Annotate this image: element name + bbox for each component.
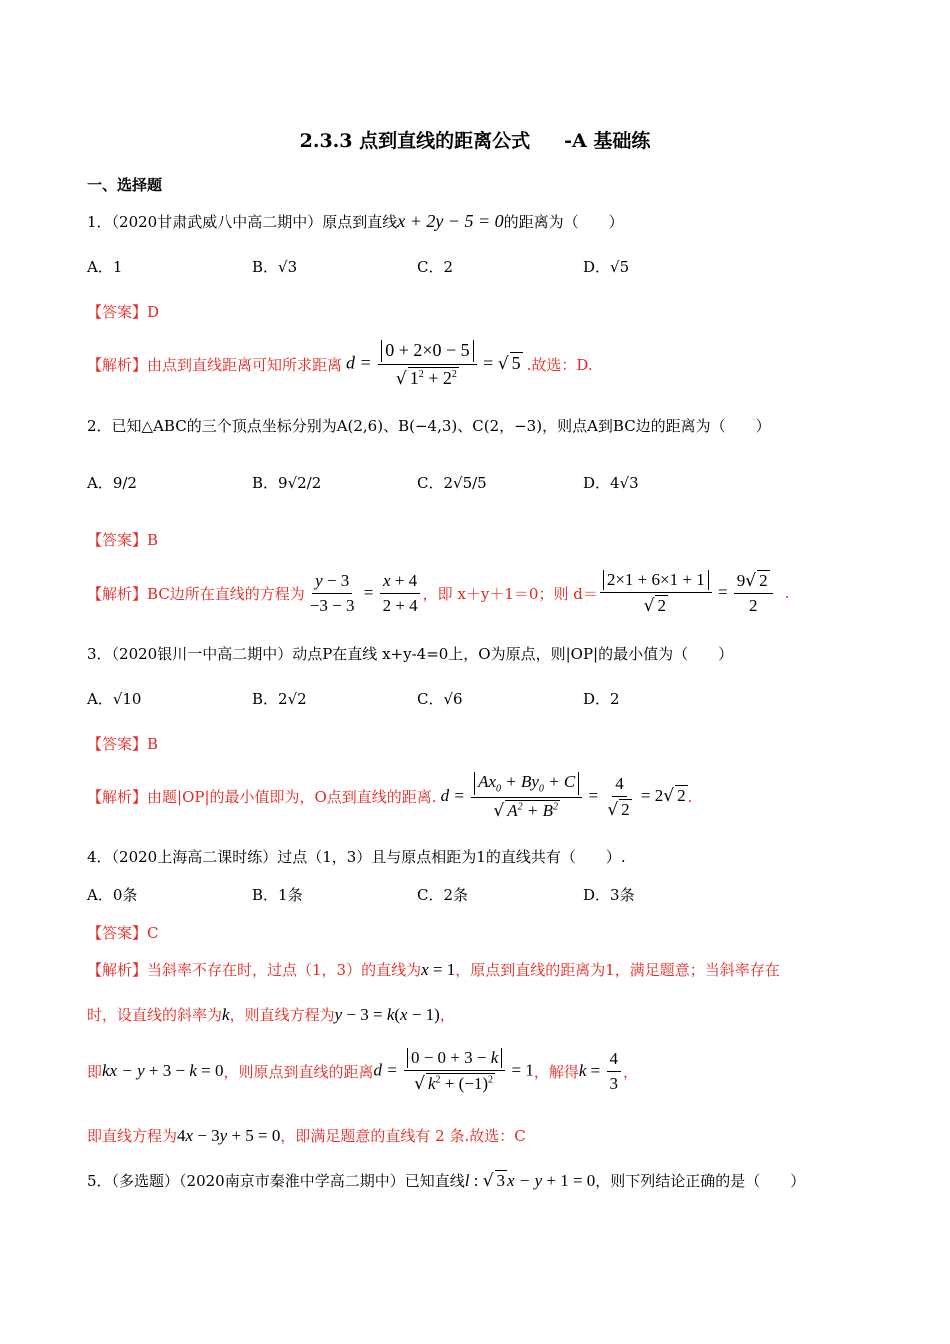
- q2-option-d: D．4√3: [583, 474, 639, 492]
- q4-answer-value: C: [147, 924, 159, 942]
- q3-analysis: 【解析】 由题|OP|的最小值即为，O点到直线的距离. d = $\frac{Ax_0 + By_0 + C}{√ A^2 + B^2}$ = $\frac{4}{√ 2}$ = 2√ 2 .: [87, 772, 693, 822]
- q2-analysis-mid: ，即 x＋y＋1＝0；则 d＝: [422, 584, 598, 603]
- q1-answer-value: D: [147, 303, 160, 321]
- q3-option-c: C．√6: [417, 690, 463, 708]
- q1-option-b: B．√3: [252, 258, 298, 276]
- q1-option-a: A．1: [87, 258, 123, 276]
- question-3: 3．（2020银川一中高二期中）动点P在直线 x+y-4=0上，O为原点，则|OP|的最小值为（ ）: [87, 645, 734, 663]
- q4-option-a: A．0条: [87, 886, 138, 904]
- q4-option-d: D．3条: [583, 886, 635, 904]
- page-title: [0, 126, 950, 153]
- q3-formula: d = $\frac{Ax_0 + By_0 + C}{√ A^2 + B^2}$ = $\frac{4}{√ 2}$ = 2√ 2: [440, 772, 686, 822]
- q2-answer-value: B: [147, 531, 159, 549]
- q1-analysis: [87, 340, 593, 389]
- q2-option-a: A．9/2: [87, 474, 137, 492]
- q1-formula: d = $\frac{0 + 2\times 0 - 5}{√ 1^2 + 2^2}$ = √ 5: [346, 340, 521, 389]
- question-1-suffix: 的距离为（ ）: [503, 213, 624, 231]
- question-2: 2．已知△ABC的三个顶点坐标分别为A(2,6)、B(−4,3)、C(2，−3)，则点A到BC边的距离为（ ）: [87, 417, 771, 435]
- q1-option-d: D．√5: [583, 258, 630, 276]
- question-1-prefix: 1．（2020甘肃武威八中高二期中）原点到直线: [87, 213, 398, 231]
- q3-option-b: B．2√2: [252, 690, 307, 708]
- q2-line-fraction: $\frac{y - 3}{-3 - 3}$ = $\frac{x + 4}{2 + 4}$: [305, 571, 423, 617]
- q3-answer: 【答案】B: [87, 735, 159, 753]
- q2-analysis-end: .: [784, 584, 790, 603]
- q4-analysis-line-1: 【解析】当斜率不存在时，过点（1，3）的直线为x = 1，原点到直线的距离为1，满足题意；当斜率存在: [87, 960, 780, 979]
- q2-option-c: C．2√5/5: [417, 474, 487, 492]
- answer-tag: 【答案】: [87, 303, 148, 321]
- q3-analysis-text: 由题|OP|的最小值即为，O点到直线的距离.: [147, 788, 437, 807]
- q4-analysis-line-2: 时，设直线的斜率为k，则直线方程为y − 3 = k(x − 1)，: [87, 1005, 455, 1024]
- q1-answer: [87, 301, 159, 322]
- q4-option-b: B．1条: [252, 886, 303, 904]
- q2-answer: 【答案】B: [87, 531, 159, 549]
- question-4: 4．（2020上海高二课时练）过点（1，3）且与原点相距为1的直线共有（ ）.: [87, 848, 626, 866]
- question-1-line-equation: x + 2y − 5 = 0: [397, 211, 504, 231]
- q3-analysis-end: .: [687, 787, 693, 806]
- title-suffix: -A 基础练: [564, 130, 651, 152]
- question-5: 5．（多选题）（2020南京市秦淮中学高二期中）已知直线l : √ 3 x − y + 1 = 0，则下列结论正确的是（ ）: [87, 1171, 806, 1191]
- q4-analysis-line-3: 即 kx − y + 3 − k = 0 ，则原点到直线的距离 d = $\frac{0 - 0 + 3 - k}{√ k^2 + (-1)^2}$ = 1 ，解得 k = $\frac{4}{3}$ ，: [87, 1048, 639, 1095]
- q4-answer: 【答案】C: [87, 924, 159, 942]
- q3-answer-value: B: [147, 735, 159, 753]
- q3-option-a: A．√10: [87, 690, 142, 708]
- section-heading: 一、选择题: [87, 176, 163, 194]
- q1-analysis-end: .故选：D.: [526, 356, 593, 375]
- q2-analysis: 【解析】 BC边所在直线的方程为 $\frac{y - 3}{-3 - 3}$ = $\frac{x + 4}{2 + 4}$ ，即 x＋y＋1＝0；则 d＝ $\frac{2\times 1 + 6\times 1 + 1}{√ 2}$ = $\frac{9√ 2}{2}$ .: [87, 570, 790, 617]
- q4-option-c: C．2条: [417, 886, 469, 904]
- q1-option-c: C．2: [417, 258, 454, 276]
- q2-analysis-text: BC边所在直线的方程为: [147, 584, 305, 603]
- analysis-tag: 【解析】: [87, 356, 148, 375]
- question-1: [87, 211, 624, 232]
- title-main: 2.3.3 点到直线的距离公式: [299, 130, 531, 152]
- q2-distance-fraction: $\frac{2\times 1 + 6\times 1 + 1}{√ 2}$ = $\frac{9√ 2}{2}$: [598, 570, 775, 617]
- q4-analysis-line-4: 即直线方程为4x − 3y + 5 = 0，即满足题意的直线有 2 条.故选：C: [87, 1126, 526, 1145]
- q2-option-b: B．9√2/2: [252, 474, 322, 492]
- q3-option-d: D．2: [583, 690, 620, 708]
- q1-analysis-text: 由点到直线距离可知所求距离: [147, 356, 343, 375]
